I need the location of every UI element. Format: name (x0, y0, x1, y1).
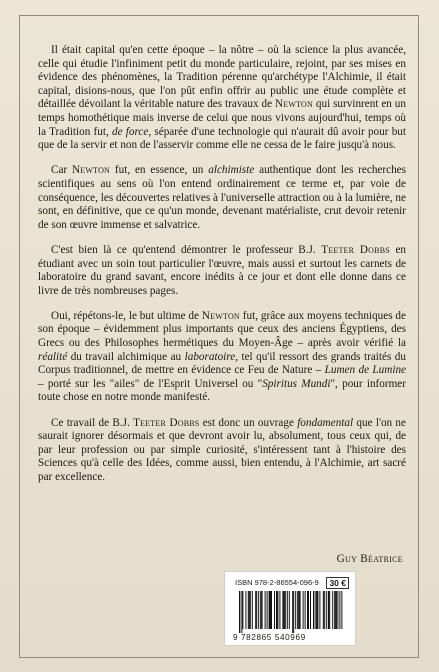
isbn-text: ISBN 978-2-86554-096-9 (235, 578, 319, 587)
barcode-bar (256, 591, 257, 629)
barcode-bar (337, 591, 338, 629)
barcode-bar (316, 591, 317, 629)
barcode-bar (267, 591, 268, 629)
barcode-bar (300, 591, 301, 629)
paragraph-4 (38, 310, 406, 405)
emphasis-italic: Lumen de Lumine (324, 364, 406, 377)
barcode-bar (329, 591, 330, 629)
text-run: , tel qu'il ressort des grands traités du Corpus traditionnel, de mettre en évidence ce Feu de Nature – (38, 350, 406, 377)
barcode-bar (265, 591, 266, 629)
text-run: Il était capital qu'en cette époque – la nôtre – où la science la plus avancée, celle qui étudie l'infiniment petit du monde particulaire, rejoint, par ses mises en évidence des phénomènes, la Tradition pérenne qu'archétype l'Alchimie, il était capital, disions-nous, que l'on pût enfin offrir au public une étude complète et détaillée dévoilant la véritable nature des travaux de (38, 44, 406, 111)
text-run: Oui, répétons-le, le but ultime de (51, 309, 202, 322)
barcode-bar (308, 591, 309, 629)
text-run: Car (51, 164, 73, 177)
barcode-bar (258, 591, 259, 629)
text-run: C'est bien là ce qu'entend démontrer le professeur B.J. (51, 243, 322, 256)
emphasis-italic: réalité (38, 350, 68, 363)
barcode-bar (289, 591, 290, 629)
name-smallcaps: Teeter Dobbs (321, 243, 390, 256)
barcode-bar (270, 591, 271, 629)
name-smallcaps: Newton (72, 164, 111, 177)
emphasis-italic: de force (112, 125, 149, 138)
barcode-bar (271, 591, 272, 629)
barcode-bar (287, 591, 288, 629)
text-run: ", pour informer toute chose en notre monde manifesté. (38, 377, 406, 404)
barcode-bar (250, 591, 251, 629)
barcode-bar (315, 591, 316, 629)
barcode-bar (339, 591, 340, 629)
barcode-bar (261, 591, 262, 629)
barcode-bar (293, 591, 294, 633)
barcode-bar (341, 591, 342, 629)
barcode-digits: 9 782865 540969 (233, 633, 306, 642)
blurb-text (38, 44, 406, 485)
author-signature: Guy Béatrice (336, 553, 403, 565)
text-run: est donc un ouvrage (199, 416, 298, 429)
text-run: , séparée d'une technologie qui n'aurait dû avoir pour but que de la servir et non de l'asservir comme elle ne cessa de le faire jusqu'à nous. (38, 125, 406, 152)
barcode-bar (310, 591, 311, 629)
barcode-bar (279, 591, 280, 629)
text-run: en étudiant avec un soin tout particulier l'œuvre, mais aussi et surtout les carnets de laboratoire du grand savant, encore inédits à ce jour et dont elle donne dans ce livre de très nombreuses pages. (38, 243, 407, 297)
barcode-bar (305, 591, 306, 629)
barcode-bar (295, 591, 296, 629)
barcode-bar (323, 591, 324, 629)
barcode-bar (260, 591, 261, 629)
barcode-bar (276, 591, 277, 629)
emphasis-italic: Spiritus Mundi (262, 377, 331, 390)
text-run: qui survinrent en un temps homothétique mais inverse de celui que nous vivons aujourd'hui, temps où la Tradition fut, (38, 98, 406, 138)
barcode-bar (292, 591, 293, 633)
barcode-bar (332, 591, 333, 629)
text-run: fut, en essence, un (110, 164, 209, 177)
barcode-bar (334, 591, 335, 629)
price-tag: 30 € (326, 577, 349, 589)
barcode-bar (307, 591, 308, 629)
barcode-bar (249, 591, 250, 629)
barcode-bar (241, 591, 242, 633)
paragraph-5 (38, 417, 406, 485)
paragraph-3 (38, 244, 406, 298)
barcode-bar (285, 591, 286, 629)
isbn-barcode-label (224, 571, 356, 646)
text-run: fut, grâce aux moyens techniques de son époque – évidemment plus importants que ceux des anciens Égyptiens, des Grecs ou des Philosophes hermétiques du Moyen-Âge – après avoir vérifié la (38, 309, 406, 350)
emphasis-italic: fondamental (297, 416, 354, 429)
barcode-bar (328, 591, 329, 629)
barcode-bar (303, 591, 304, 629)
barcode-bar (326, 591, 327, 629)
paragraph-1 (38, 44, 406, 153)
barcode-bar (324, 591, 325, 629)
barcode-bar (297, 591, 298, 629)
barcode-bar (313, 591, 314, 629)
text-run: authentique dont les recherches scientifiques au sens où l'on entend ordinairement ce terme et, par voie de conséquence, les découvertes relatives à l'universelle attraction ou à la lumière, ne sont, en définitive, que ce qu'un monde, devenant matérialiste, crut devoir retenir de son œuvre immense et salvatrice. (38, 164, 407, 231)
text-run: du travail alchimique au (67, 350, 185, 363)
barcode-bar (282, 591, 283, 629)
emphasis-italic: laboratoire (184, 350, 236, 363)
emphasis-italic: alchimiste (208, 164, 255, 177)
barcode-bar (269, 591, 270, 629)
barcode-bar (274, 591, 275, 629)
barcode-bar (277, 591, 278, 629)
barcode-bar (298, 591, 299, 629)
barcode-bar (252, 591, 253, 629)
name-smallcaps: Newton (274, 98, 313, 111)
text-run: Ce travail de B.J. (51, 416, 134, 429)
barcode-bar (335, 591, 336, 629)
barcode-bar (255, 591, 256, 629)
paragraph-2 (38, 164, 406, 232)
barcode-icon (239, 591, 343, 633)
name-smallcaps: Teeter Dobbs (133, 416, 200, 429)
barcode-bar (245, 591, 246, 629)
barcode-bar (319, 591, 320, 629)
barcode-bar (283, 591, 284, 629)
barcode-bar (248, 591, 249, 629)
barcode-bar (242, 591, 243, 629)
barcode-bar (239, 591, 240, 633)
name-smallcaps: Newton (201, 309, 240, 322)
text-run: – porté sur les "ailes" de l'Esprit Universel ou " (38, 377, 263, 390)
text-run: que l'on ne saurait ignorer désormais et que devront avoir lu, absolument, tous ceux qui, de par leur profession ou par simple curiosité, s'intéressent tant à l'histoire des Sciences qu'à celle des Idées, comme aussi, bien entendu, à l'Alchimie, art sacré par excellence. (38, 416, 406, 483)
barcode-bar (317, 591, 318, 629)
